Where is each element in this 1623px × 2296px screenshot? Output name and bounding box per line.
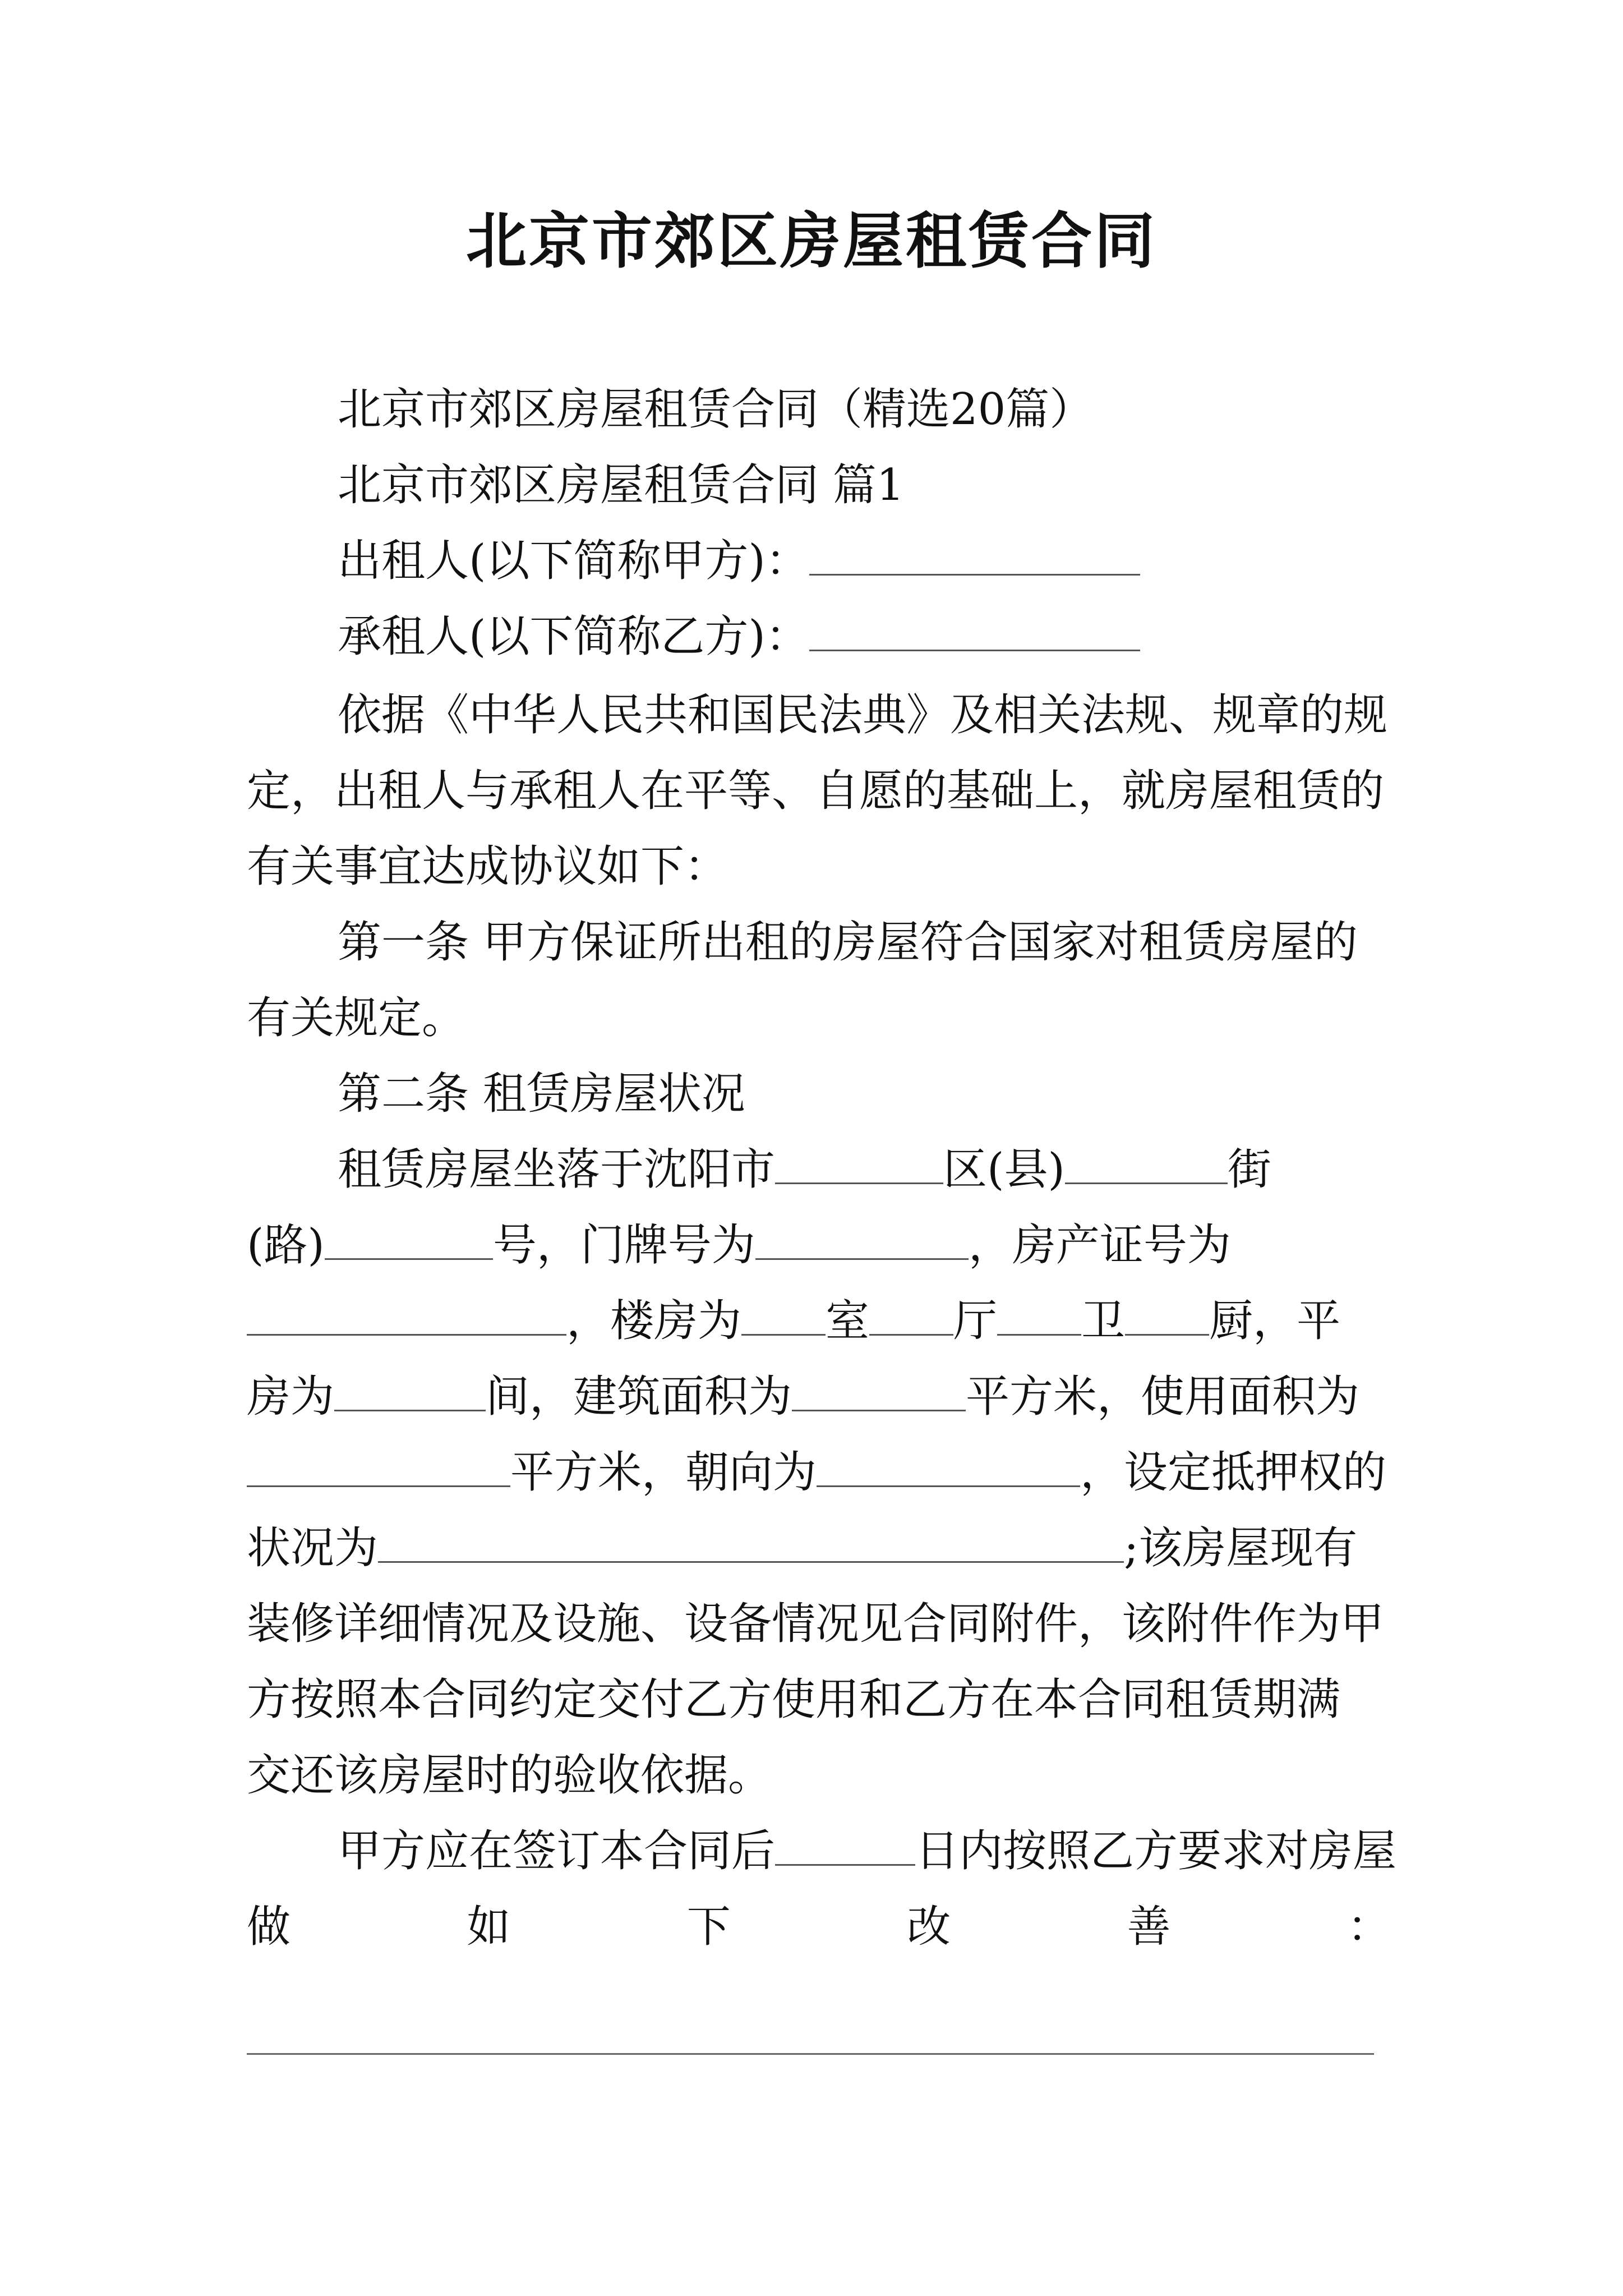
text-span: ，房产证号为 — [968, 1220, 1231, 1271]
lessor-line — [338, 533, 1140, 589]
text-span: 厅 — [953, 1296, 998, 1346]
improvement-line-2 — [247, 1899, 1391, 1955]
text-span: (路) — [247, 1220, 325, 1271]
improvement-fill-line[interactable] — [247, 2053, 1374, 2055]
orientation-blank[interactable] — [817, 1446, 1080, 1487]
improvement-line-1 — [338, 1823, 1396, 1879]
district-blank[interactable] — [775, 1143, 943, 1184]
building-area-blank[interactable] — [792, 1370, 966, 1411]
char-span: 下 — [686, 1902, 731, 1952]
article2-line-6 — [247, 1520, 1357, 1576]
door-number-blank[interactable] — [755, 1219, 969, 1260]
text-span: 厨，平 — [1209, 1296, 1341, 1346]
intro-line-1: 依据《中华人民共和国民法典》及相关法规、规章的规 — [338, 690, 1388, 740]
improvement-days-blank[interactable] — [775, 1825, 915, 1866]
article1-line-1: 第一条 甲方保证所出租的房屋符合国家对租赁房屋的 — [338, 917, 1358, 968]
text-span: ，楼房为 — [566, 1296, 742, 1346]
bungalow-rooms-blank[interactable] — [334, 1370, 486, 1411]
text-span: ;该房屋现有 — [1124, 1523, 1358, 1573]
certificate-number-blank[interactable] — [247, 1295, 566, 1336]
article2-line-9: 交还该房屋时的验收依据。 — [247, 1750, 772, 1801]
text-span: 平方米，使用面积为 — [966, 1372, 1360, 1422]
article2-line-3 — [247, 1293, 1340, 1349]
mortgage-status-blank[interactable] — [378, 1522, 1124, 1563]
baths-blank[interactable] — [997, 1295, 1081, 1336]
kitchens-blank[interactable] — [1125, 1295, 1209, 1336]
section-heading: 北京市郊区房屋租赁合同 篇1 — [338, 460, 905, 510]
text-span: 卫 — [1081, 1296, 1126, 1346]
lessee-line — [338, 609, 1140, 665]
text-span: 日内按照乙方要求对房屋 — [915, 1826, 1397, 1876]
lessor-blank[interactable] — [809, 535, 1140, 576]
char-span: 善 — [1127, 1902, 1171, 1952]
char-span: 如 — [467, 1902, 511, 1952]
text-span: 房为 — [247, 1372, 335, 1422]
article2-line-8: 方按照本合同约定交付乙方使用和乙方在本合同租赁期满 — [247, 1674, 1341, 1725]
text-span: 平方米，朝向为 — [510, 1447, 817, 1498]
article1-line-2: 有关规定。 — [247, 993, 466, 1043]
document-subtitle: 北京市郊区房屋租赁合同（精选20篇） — [338, 384, 1094, 435]
text-span: 区(县) — [943, 1144, 1065, 1195]
halls-blank[interactable] — [869, 1295, 953, 1336]
road-blank[interactable] — [325, 1219, 493, 1260]
char-span: 做 — [247, 1902, 291, 1952]
text-span: ，设定抵押权的 — [1080, 1447, 1387, 1498]
char-span: 改 — [907, 1902, 951, 1952]
usable-area-blank[interactable] — [247, 1446, 510, 1487]
article2-line-5 — [247, 1444, 1386, 1501]
text-span: 甲方应在签订本合同后 — [338, 1826, 776, 1876]
rooms-blank[interactable] — [741, 1295, 826, 1336]
article2-line-7: 装修详细情况及设施、设备情况见合同附件，该附件作为甲 — [247, 1599, 1385, 1649]
article2-line-2 — [247, 1217, 1231, 1273]
intro-line-2: 定，出租人与承租人在平等、自愿的基础上，就房屋租赁的 — [247, 766, 1385, 816]
text-span: 租赁房屋坐落于沈阳市 — [338, 1144, 776, 1195]
lessor-label: 出租人(以下简称甲方)： — [338, 536, 809, 586]
text-span: 室 — [826, 1296, 870, 1346]
text-span: 间，建筑面积为 — [486, 1372, 792, 1422]
street-blank[interactable] — [1065, 1143, 1228, 1184]
article2-line-4 — [247, 1369, 1359, 1425]
document-title: 北京市郊区房屋租赁合同 — [465, 206, 1157, 277]
lessee-label: 承租人(以下简称乙方)： — [338, 611, 809, 662]
text-span: 街 — [1227, 1144, 1271, 1195]
char-span: ： — [1347, 1902, 1391, 1952]
text-span: 状况为 — [247, 1523, 379, 1573]
article2-heading: 第二条 租赁房屋状况 — [338, 1069, 745, 1119]
lessee-blank[interactable] — [809, 610, 1140, 651]
intro-line-3: 有关事宜达成协议如下： — [247, 841, 728, 892]
article2-line-1 — [338, 1142, 1271, 1198]
text-span: 号，门牌号为 — [492, 1220, 755, 1271]
